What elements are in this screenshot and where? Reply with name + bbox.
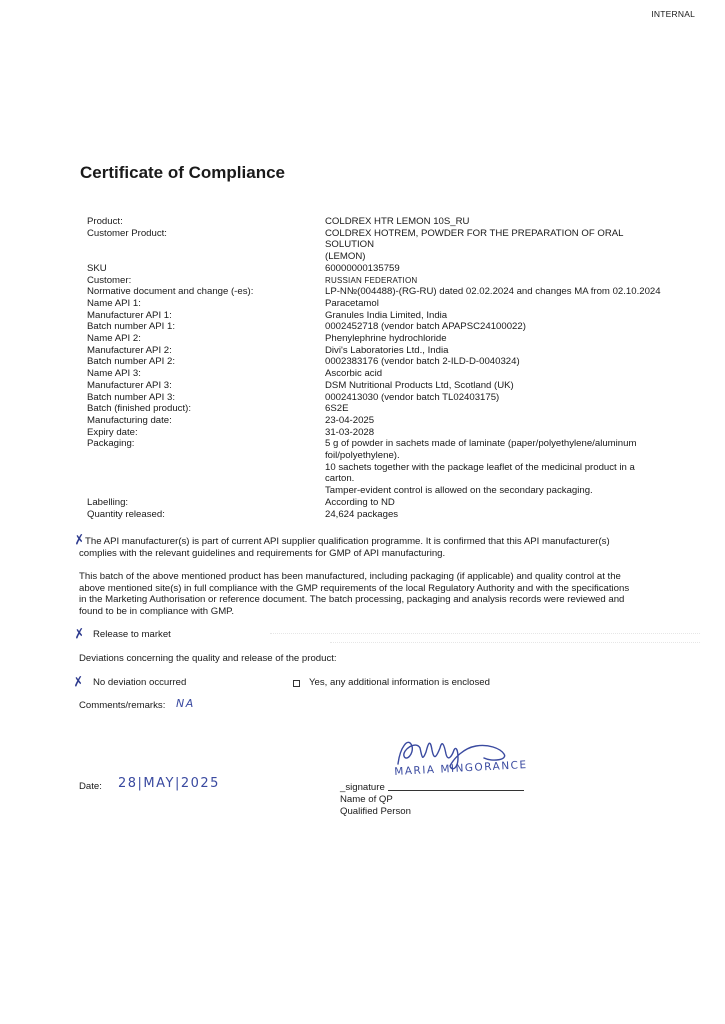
comments-label: Comments/remarks:: [79, 700, 166, 711]
field-value: [325, 275, 661, 287]
batch-statement: [79, 571, 645, 618]
classification-label: INTERNAL: [651, 9, 695, 19]
field-value-line: carton.: [325, 473, 355, 485]
field-value-line: COLDREX HTR LEMON 10S_RU: [325, 216, 470, 227]
api-statement: [79, 536, 645, 559]
field-label: Manufacturer API 2:: [87, 344, 172, 356]
field-value-line: Tamper-evident control is allowed on the secondary packaging.: [325, 485, 593, 497]
field-label: Customer Product:: [87, 227, 167, 239]
field-label: Customer:: [87, 274, 132, 286]
batch-statement-line: in the Marketing Authorisation or reference document. The batch processing, packaging and analysis records were reviewed and: [79, 594, 625, 606]
qualified-person-label: Qualified Person: [340, 806, 411, 817]
field-row: [87, 509, 667, 521]
field-label: Manufacturer API 3:: [87, 379, 172, 391]
field-value: [325, 333, 661, 345]
field-value: [325, 427, 661, 439]
field-label: Manufacturing date:: [87, 414, 172, 426]
field-label: Packaging:: [87, 438, 135, 450]
field-value-line: 0002383176 (vendor batch 2-ILD-D-0040324): [325, 356, 520, 368]
check-mark-icon: ✗: [72, 626, 87, 643]
field-value-line: RUSSIAN FEDERATION: [325, 275, 418, 285]
field-value-line: DSM Nutritional Products Ltd, Scotland (UK): [325, 379, 514, 391]
field-value-line: 0002452718 (vendor batch APAPSC24100022): [325, 321, 526, 333]
field-value-line: Granules India Limited, India: [325, 309, 448, 321]
field-label: Batch number API 2:: [87, 356, 175, 368]
field-label: Batch (finished product):: [87, 403, 191, 415]
field-value: [325, 415, 661, 427]
field-row: [87, 333, 667, 345]
field-row: [87, 415, 667, 427]
field-value: [325, 228, 661, 263]
field-row: [87, 275, 667, 287]
batch-statement-line: above mentioned site(s) in full compliance with the GMP requirements of the local Regulatory Authority and with the specifications: [79, 582, 630, 594]
field-row: [87, 497, 667, 509]
field-value: [325, 216, 661, 228]
field-row: [87, 345, 667, 357]
field-label: Name API 3:: [87, 368, 141, 380]
faint-rule: [270, 633, 700, 634]
field-value-line: Phenylephrine hydrochloride: [325, 333, 447, 345]
signature-line: [388, 790, 524, 791]
qp-name-handwritten: MARIA MINGORANCE: [394, 759, 528, 778]
field-value: [325, 298, 661, 310]
field-value-line: 0002413030 (vendor batch TL02403175): [325, 391, 500, 403]
field-value-line: COLDREX HOTREM, POWDER FOR THE PREPARATION OF ORAL SOLUTION: [325, 227, 624, 251]
field-value-line: LP-N№(004488)-(RG-RU) dated 02.02.2024 and changes MA from 02.10.2024: [325, 286, 661, 298]
field-row: [87, 356, 667, 368]
field-label: Manufacturer API 1:: [87, 309, 172, 321]
field-value: [325, 403, 661, 415]
field-value: [325, 356, 661, 368]
field-value: [325, 368, 661, 380]
field-row: [87, 310, 667, 322]
release-to-market-label: Release to market: [93, 629, 171, 640]
field-value: [325, 321, 661, 333]
field-value-line: 31-03-2028: [325, 426, 375, 438]
batch-statement-line: found to be in compliance with GMP.: [79, 606, 235, 618]
field-value-line: Ascorbic acid: [325, 368, 383, 380]
field-value: [325, 286, 661, 298]
field-label: Labelling:: [87, 496, 129, 508]
field-value-line: 23-04-2025: [325, 414, 375, 426]
date-handwritten: 28|MAY|2025: [118, 776, 220, 791]
field-value: [325, 263, 661, 275]
field-value-line: 6S2E: [325, 403, 349, 415]
field-value: [325, 438, 661, 497]
field-table: [87, 216, 667, 520]
field-value-line: 60000000135759: [325, 262, 400, 274]
api-statement-line: The API manufacturer(s) is part of current API supplier qualification programme. It is confirmed that this API manufacturer(s): [85, 536, 610, 547]
page-title: Certificate of Compliance: [80, 163, 285, 182]
field-value-line: Divi's Laboratories Ltd., India: [325, 344, 449, 356]
faint-rule: [330, 642, 700, 643]
field-value-line: Paracetamol: [325, 297, 379, 309]
field-row: [87, 392, 667, 404]
field-label: Batch number API 1:: [87, 321, 175, 333]
field-value: [325, 380, 661, 392]
date-label: Date:: [79, 781, 102, 792]
field-label: Batch number API 3:: [87, 391, 175, 403]
field-row: [87, 286, 667, 298]
deviations-heading: Deviations concerning the quality and release of the product:: [79, 653, 337, 664]
field-row: [87, 298, 667, 310]
field-row: [87, 263, 667, 275]
field-row: [87, 380, 667, 392]
field-label: Name API 1:: [87, 297, 141, 309]
field-label: SKU: [87, 262, 107, 274]
field-row: [87, 438, 667, 497]
field-value-line: (LEMON): [325, 251, 366, 263]
field-value: [325, 509, 661, 521]
field-label: Name API 2:: [87, 333, 141, 345]
field-row: [87, 403, 667, 415]
check-mark-icon: ✗: [72, 532, 87, 549]
name-of-qp-label: Name of QP: [340, 794, 393, 805]
field-label: Normative document and change (-es):: [87, 286, 254, 298]
field-row: [87, 321, 667, 333]
field-value-line: 24,624 packages: [325, 508, 399, 520]
yes-additional-label: Yes, any additional information is enclosed: [309, 677, 490, 688]
check-mark-icon: ✗: [71, 674, 86, 691]
field-row: [87, 228, 667, 263]
field-value: [325, 345, 661, 357]
field-value-line: 5 g of powder in sachets made of laminate (paper/polyethylene/aluminum: [325, 438, 637, 450]
comments-handwritten: NA: [176, 697, 195, 710]
signature-label: _signature: [340, 782, 385, 793]
field-label: Quantity released:: [87, 508, 165, 520]
no-deviation-label: No deviation occurred: [93, 677, 187, 688]
yes-additional-checkbox[interactable]: [293, 680, 300, 687]
field-value: [325, 497, 661, 509]
batch-statement-line: This batch of the above mentioned product has been manufactured, including packaging (if applicable) and quality control at the: [79, 571, 621, 582]
field-value: [325, 392, 661, 404]
api-statement-line: complies with the relevant guidelines and requirements for GMP of API manufacturing.: [79, 547, 446, 559]
field-value-line: foil/polyethylene).: [325, 450, 400, 462]
field-label: Expiry date:: [87, 426, 138, 438]
field-row: [87, 368, 667, 380]
field-value: [325, 310, 661, 322]
field-label: Product:: [87, 216, 123, 227]
field-row: [87, 427, 667, 439]
field-value-line: 10 sachets together with the package leaflet of the medicinal product in a: [325, 461, 635, 473]
field-value-line: According to ND: [325, 496, 395, 508]
field-row: [87, 216, 667, 228]
